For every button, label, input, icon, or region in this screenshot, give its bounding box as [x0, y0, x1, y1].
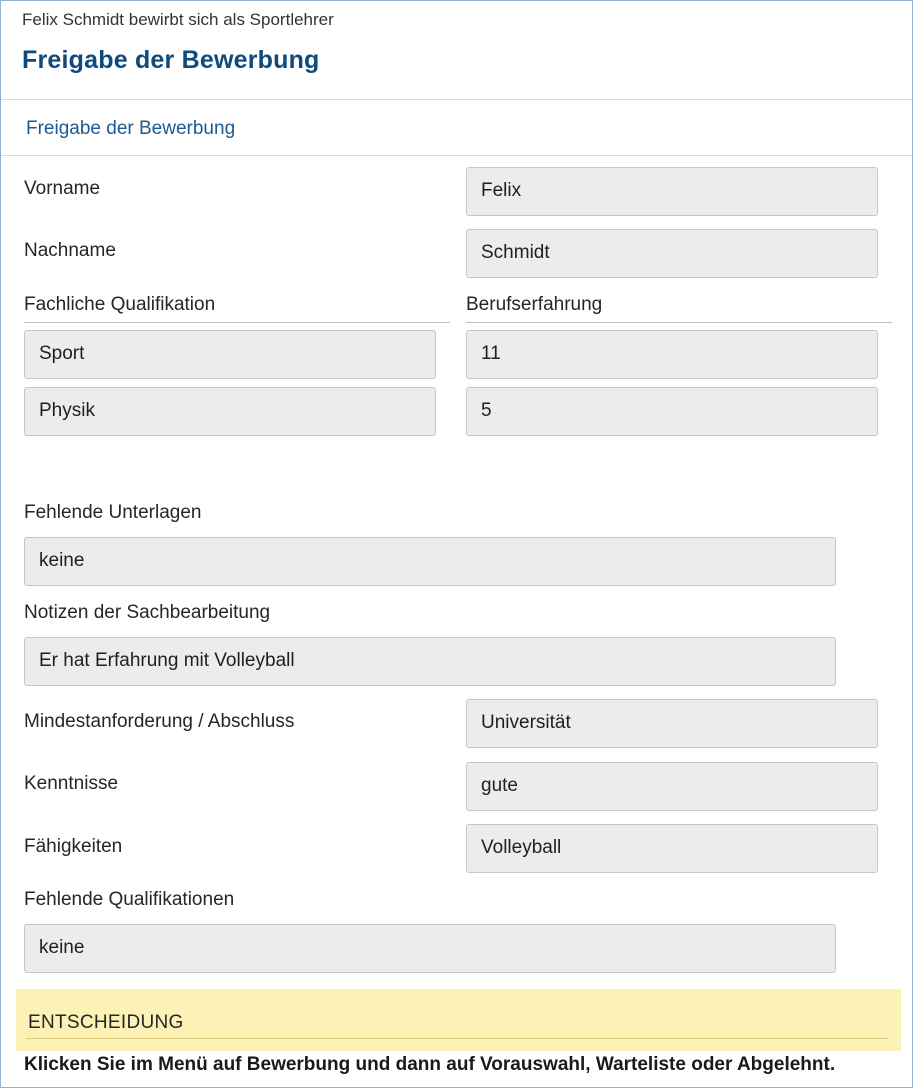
kenntnisse-field[interactable]: gute: [466, 762, 878, 811]
berufserfahrung-column-header: Berufserfahrung: [466, 294, 603, 315]
fehlende-unterlagen-label: Fehlende Unterlagen: [24, 502, 202, 523]
kenntnisse-label: Kenntnisse: [24, 773, 119, 794]
section-link-freigabe[interactable]: Freigabe der Bewerbung: [26, 118, 236, 139]
page-subtitle: Felix Schmidt bewirbt sich als Sportlehrer: [22, 10, 334, 29]
vorname-field[interactable]: Felix: [466, 167, 878, 216]
decision-panel: [16, 989, 901, 1051]
berufserfahrung-header-line: [466, 322, 892, 323]
fehlende-unterlagen-field[interactable]: keine: [24, 537, 836, 586]
notizen-field[interactable]: Er hat Erfahrung mit Volleyball: [24, 637, 836, 686]
mindestanforderung-field[interactable]: Universität: [466, 699, 878, 748]
berufserfahrung-jahre-field[interactable]: 5: [466, 387, 878, 436]
fehlende-qualifikationen-field[interactable]: keine: [24, 924, 836, 973]
fehlende-qualifikationen-label: Fehlende Qualifikationen: [24, 889, 235, 910]
faehigkeiten-field[interactable]: Volleyball: [466, 824, 878, 873]
decision-title: ENTSCHEIDUNG: [28, 1012, 184, 1033]
decision-instruction: Klicken Sie im Menü auf Bewerbung und dann auf Vorauswahl, Warteliste oder Abgelehnt.: [24, 1054, 836, 1075]
qualifikation-fach-field[interactable]: Sport: [24, 330, 436, 379]
notizen-label: Notizen der Sachbearbeitung: [24, 602, 271, 623]
nachname-field[interactable]: Schmidt: [466, 229, 878, 278]
berufserfahrung-jahre-field[interactable]: 11: [466, 330, 878, 379]
decision-divider: [26, 1038, 888, 1039]
qualifikation-fach-field[interactable]: Physik: [24, 387, 436, 436]
faehigkeiten-label: Fähigkeiten: [24, 836, 123, 857]
page-title: Freigabe der Bewerbung: [22, 46, 320, 74]
vorname-label: Vorname: [24, 178, 101, 199]
header-divider: [1, 99, 912, 100]
nachname-label: Nachname: [24, 240, 116, 261]
mindestanforderung-label: Mindestanforderung / Abschluss: [24, 711, 295, 732]
qualifikation-header-line: [24, 322, 450, 323]
qualifikation-column-header: Fachliche Qualifikation: [24, 294, 216, 315]
section-divider: [1, 155, 912, 156]
